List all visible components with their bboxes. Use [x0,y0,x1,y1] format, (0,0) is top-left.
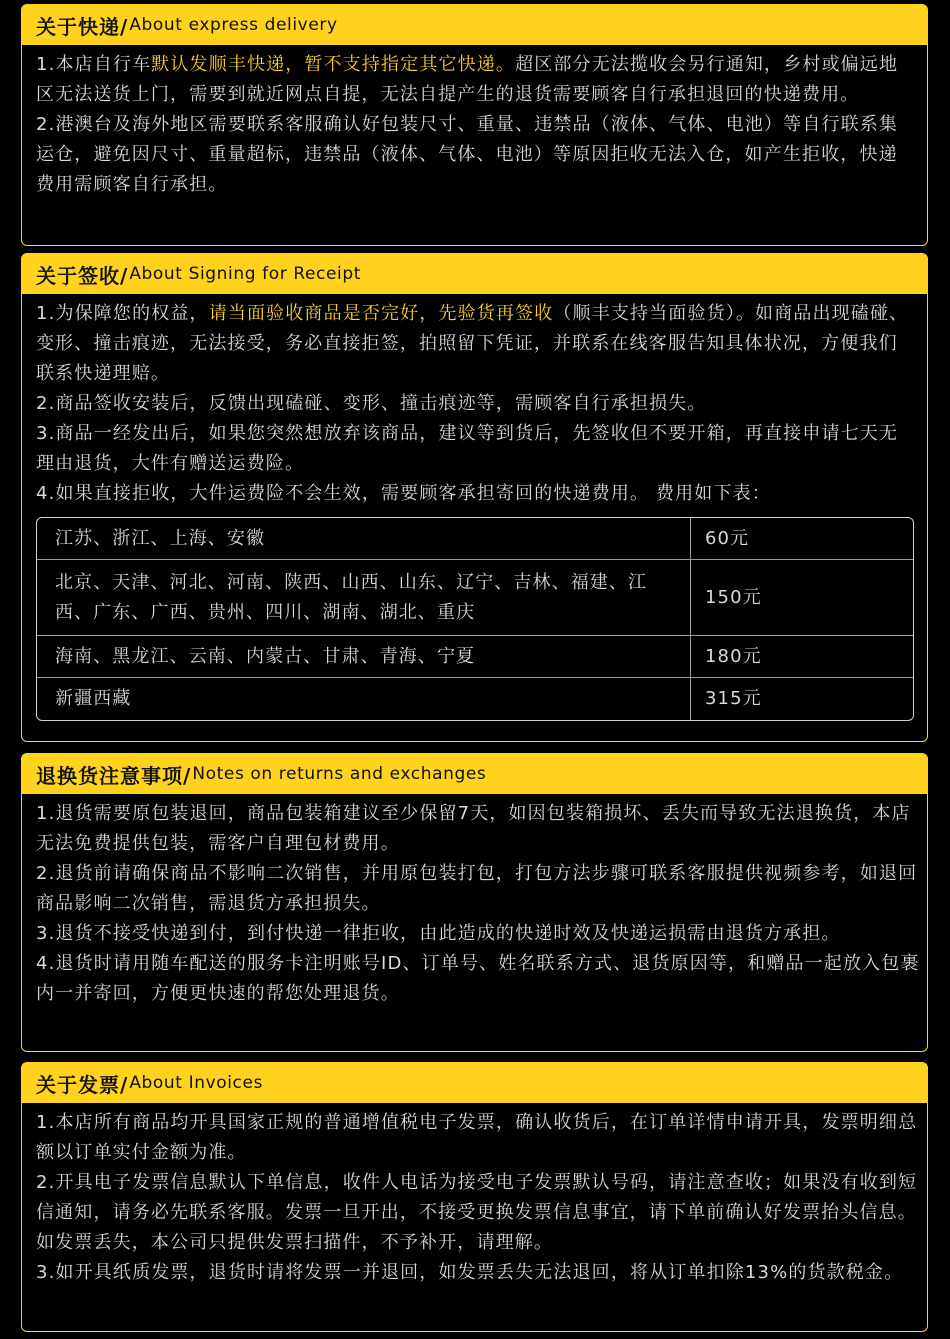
paragraph-text: 超区部分无法揽收会另行通知，乡村或偏远地区无法送货上门，需要到就近网点自提，无法自提产生的退货需要顾客自行承担退回的快递费用。 [36,54,899,105]
table-row [37,518,913,560]
paragraph: 2.港澳台及海外地区需要联系客服确认好包装尺寸、重量、违禁品（液体、气体、电池）等自行联系集运仓，避免因尺寸、重量超标，违禁品（液体、气体、电池）等原因拒收无法入仓，如产生拒收，快递费用需顾客自行承担。 [36,114,899,195]
paragraph [36,299,916,389]
section-body [22,1103,921,1288]
section-title-zh: 关于签收/ [36,263,129,288]
section-title-zh: 关于快递/ [36,14,129,39]
paragraph-text: （顺丰支持当面验货）。如商品出现磕碰、变形、撞击痕迹，无法接受，务必直接拒签，拍照留下凭证，并联系在线客服告知具体状况，方便我们联系快递理赔。 [36,303,909,384]
section-header [22,254,927,294]
region-text: 北京、天津、河北、河南、陕西、山西、山东、辽宁、吉林、福建、江西、广东、广西、贵州、四川、湖南、湖北、重庆 [55,571,648,623]
region-cell: 新疆西藏 [37,678,691,720]
paragraph: 2.商品签收安装后，反馈出现磕碰、变形、撞击痕迹等，需顾客自行承担损失。 [36,393,707,414]
table-row [37,636,913,678]
paragraph [36,50,916,110]
section-header [22,754,927,794]
section-title-en: About express delivery [129,15,338,35]
shipping-fee-table [36,517,914,721]
table-row [37,678,913,720]
invoices-section [21,1062,928,1332]
paragraph: 1.本店所有商品均开具国家正规的普通增值税电子发票，确认收货后，在订单详情申请开具，发票明细总额以订单实付金额为准。 [36,1112,918,1163]
paragraph-text: 1.本店自行车 [36,54,152,75]
section-body [22,294,916,721]
highlight-text: 默认发顺丰快递，暂不支持指定其它快递。 [151,54,516,75]
price-cell: 180元 [691,636,913,678]
price-cell: 150元 [691,560,913,636]
paragraph: 2.开具电子发票信息默认下单信息，收件人电话为接受电子发票默认号码，请注意查收；如果没有收到短信通知，请务必先联系客服。发票一旦开出，不接受更换发票信息事宜，请下单前确认好发票抬头信息。如发票丢失，本公司只提供发票扫描件，不予补开，请理解。 [36,1172,918,1253]
section-body [22,794,921,1009]
price-cell: 60元 [691,518,913,560]
paragraph: 3.商品一经发出后，如果您突然想放弃该商品，建议等到货后，先签收但不要开箱，再直接申请七天无理由退货，大件有赠送运费险。 [36,423,899,474]
paragraph: 3.退货不接受快递到付，到付快递一律拒收，由此造成的快递时效及快递运损需由退货方承担。 [36,923,841,944]
region-cell: 江苏、浙江、上海、安徽 [37,518,691,560]
paragraph-text: 1.为保障您的权益， [36,303,209,324]
express-delivery-section [21,4,928,246]
table-row [37,560,913,636]
section-title-zh: 关于发票/ [36,1072,129,1097]
region-cell [37,560,691,636]
paragraph: 2.退货前请确保商品不影响二次销售，并用原包装打包，打包方法步骤可联系客服提供视频参考，如退回商品影响二次销售，需退货方承担损失。 [36,863,918,914]
section-title-zh: 退换货注意事项/ [36,763,192,788]
region-cell: 海南、黑龙江、云南、内蒙古、甘肃、青海、宁夏 [37,636,691,678]
section-body [22,45,916,200]
section-header [22,5,927,45]
paragraph: 4.退货时请用随车配送的服务卡注明账号ID、订单号、姓名联系方式、退货原因等，和赠品一起放入包裹内一并寄回，方便更快速的帮您处理退货。 [36,953,920,1004]
highlight-text: 请当面验收商品是否完好，先验货再签收 [208,303,554,324]
returns-section [21,753,928,1052]
section-title-en: About Invoices [129,1073,264,1093]
price-cell: 315元 [705,688,762,709]
section-title-en: Notes on returns and exchanges [192,764,487,784]
paragraph: 1.退货需要原包装退回，商品包装箱建议至少保留7天，如因包装箱损坏、丢失而导致无法退换货，本店无法免费提供包装，需客户自理包材费用。 [36,803,911,854]
paragraph: 3.如开具纸质发票，退货时请将发票一并退回，如发票丢失无法退回，将从订单扣除13%的货款税金。 [36,1262,904,1283]
section-title-en: About Signing for Receipt [129,264,362,284]
paragraph: 4.如果直接拒收，大件运费险不会生效，需要顾客承担寄回的快递费用。 费用如下表： [36,483,771,504]
section-header [22,1063,927,1103]
signing-receipt-section [21,253,928,742]
